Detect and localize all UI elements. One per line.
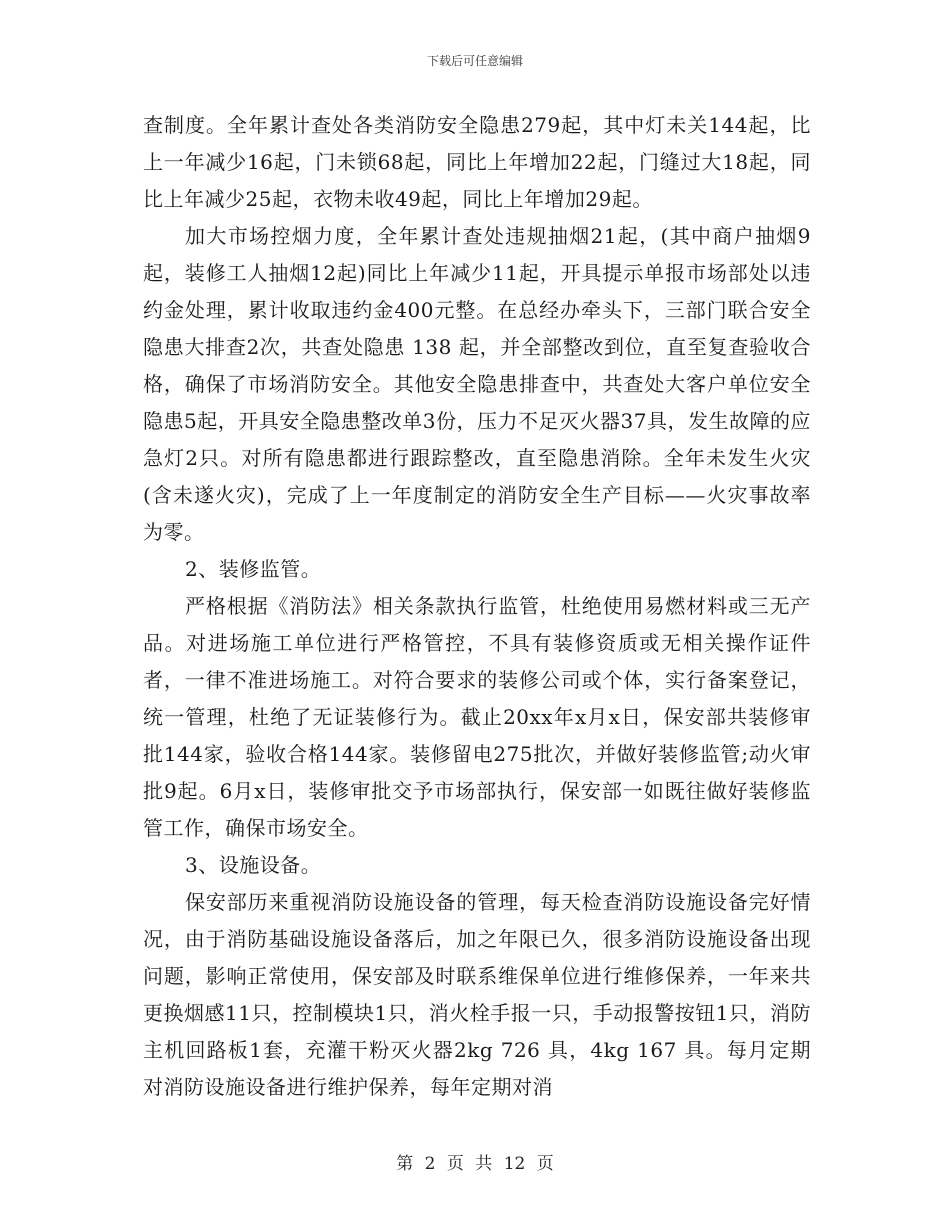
page-number-footer: 第 2 页 共 12 页 xyxy=(396,1154,554,1174)
paragraph-facilities-equipment: 保安部历来重视消防设施设备的管理，每天检查消防设施设备完好情况，由于消防基础设施设备落后，加之年限已久，很多消防设施设备出现问题，影响正常使用，保安部及时联系维保单位进行维修保养，一年来共更换烟感11只，控制模块1只，消火栓手报一只，手动报警按钮1只，消防主机回路板1套，充灌干粉灭火器2kg 726 具，4kg 167 具。每月定期对消防设施设备进行维护保养，每年定期对消 xyxy=(143,890,811,1099)
page-header: 下载后可任意编辑 xyxy=(426,54,523,68)
document-body xyxy=(143,107,811,1106)
paragraph-hazard-stats: 查制度。全年累计查处各类消防安全隐患279起，其中灯未关144起，比上一年减少16起，门未锁68起，同比上年增加22起，门缝过大18起，同比上年减少25起，衣物未收49起，同比上年增加29起。 xyxy=(143,113,811,211)
paragraph-renovation-supervision: 严格根据《消防法》相关条款执行监管，杜绝使用易燃材料或三无产品。对进场施工单位进行严格管控，不具有装修资质或无相关操作证件者，一律不准进场施工。对符合要求的装修公司或个体，实行备案登记，统一管理，杜绝了无证装修行为。截止20xx年x月x日，保安部共装修审批144家，验收合格144家。装修留电275批次，并做好装修监管;动火审批9起。6月x日，装修审批交予市场部执行，保安部一如既往做好装修监管工作，确保市场安全。 xyxy=(143,594,811,840)
section-heading-renovation: 2、装修监管。 xyxy=(185,557,322,581)
paragraph-smoking-control: 加大市场控烟力度，全年累计查处违规抽烟21起，(其中商户抽烟9起，装修工人抽烟12起)同比上年减少11起，开具提示单报市场部处以违约金处理，累计收取违约金400元整。在总经办牵头下，三部门联合安全隐患大排查2次，共查处隐患 138 起，并全部整改到位，直至复查验收合格，确保了市场消防安全。其他安全隐患排查中，共查处大客户单位安全隐患5起，开具安全隐患整改单3份，压力不足灭火器37具，发生故障的应急灯2只。对所有隐患都进行跟踪整改，直至隐患消除。全年未发生火灾(含未遂火灾)，完成了上一年度制定的消防安全生产目标——火灾事故率为零。 xyxy=(143,224,811,544)
section-heading-facilities: 3、设施设备。 xyxy=(185,853,322,877)
